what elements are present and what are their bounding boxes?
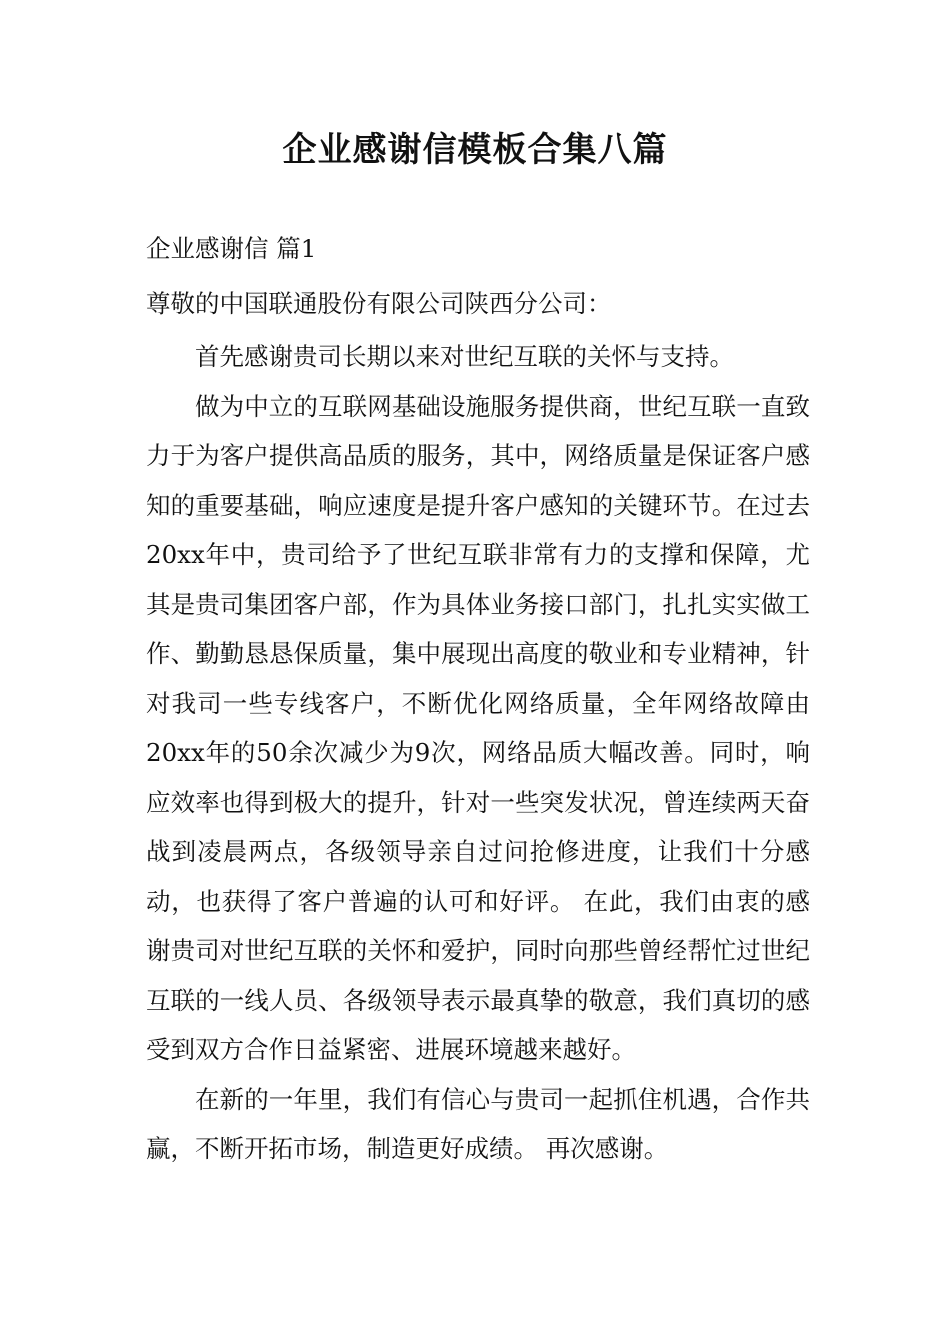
section-heading: 企业感谢信 篇1 (146, 234, 317, 263)
document-body (146, 224, 810, 1174)
document-title: 企业感谢信模板合集八篇 (282, 130, 668, 170)
salutation: 尊敬的中国联通股份有限公司陕西分公司： (146, 288, 612, 318)
paragraph-2: 做为中立的互联网基础设施服务提供商，世纪互联一直致力于为客户提供高品质的服务，其中，网络质量是保证客户感知的重要基础，响应速度是提升客户感知的关键环节。在过去20xx年中，贵司给予了世纪互联非常有力的支撑和保障，尤其是贵司集团客户部，作为具体业务接口部门，扎扎实实做工作、勤勤恳恳保质量，集中展现出高度的敬业和专业精神，针对我司一些专线客户，不断优化网络质量，全年网络故障由20xx年的50余次减少为9次，网络品质大幅改善。同时，响应效率也得到极大的提升，针对一些突发状况，曾连续两天奋战到凌晨两点，各级领导亲自过问抢修进度，让我们十分感动，也获得了客户普遍的认可和好评。 在此，我们由衷的感谢贵司对世纪互联的关怀和爱护，同时向那些曾经帮忙过世纪互联的一线人员、各级领导表示最真挚的敬意，我们真切的感受到双方合作日益紧密、进展环境越来越好。 (146, 391, 810, 1064)
paragraph-3: 在新的一年里，我们有信心与贵司一起抓住机遇，合作共赢，不断开拓市场，制造更好成绩。 再次感谢。 (146, 1084, 810, 1163)
paragraph-1: 首先感谢贵司长期以来对世纪互联的关怀与支持。 (195, 342, 734, 371)
